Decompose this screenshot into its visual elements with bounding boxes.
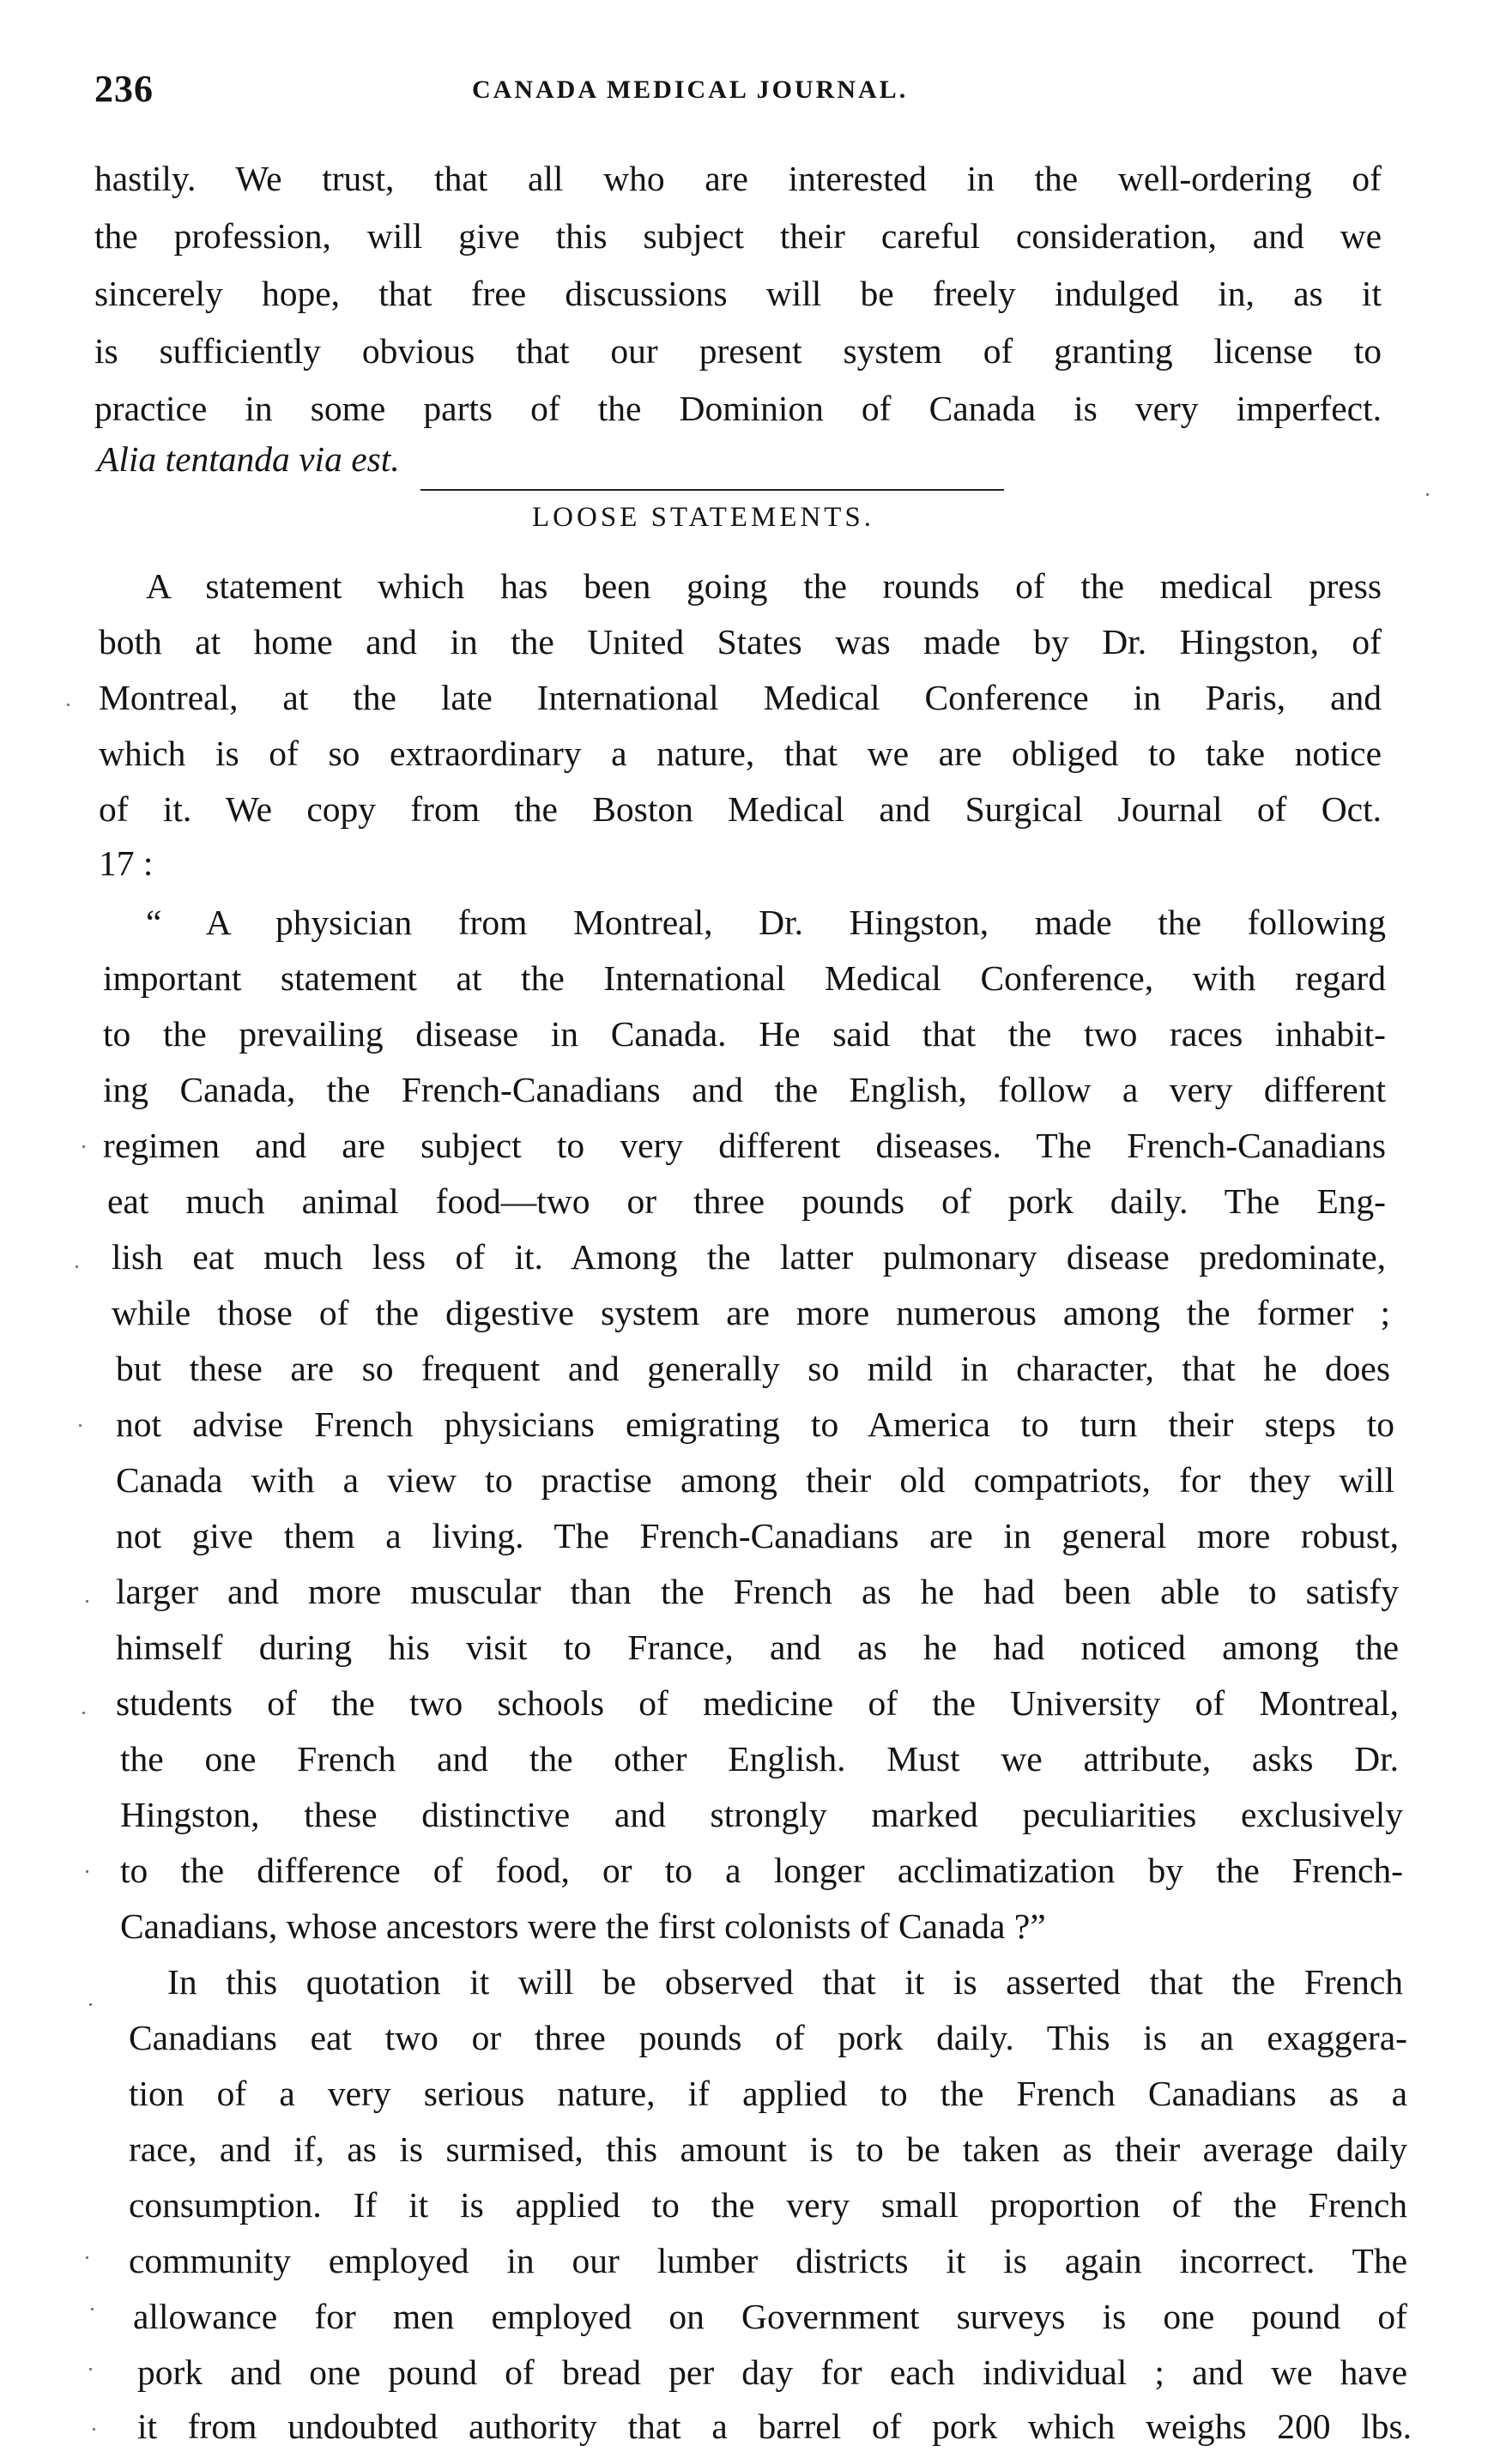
text-line: Canadians, whose ancestors were the first colonists of Canada ?” [120,1906,1046,1946]
text-line: it from undoubted authority that a barrel of pork which weighs 200 lbs. [137,2407,1412,2446]
latin-phrase: Alia tentanda via est. [97,439,400,479]
text-line: race, and if, as is surmised, this amount is to be taken as their average daily [129,2129,1407,2169]
page-number: 236 [94,68,154,110]
page-header [94,67,1382,118]
text-line: of it. We copy from the Boston Medical and Surgical Journal of Oct. [99,789,1382,829]
text-line: Montreal, at the late International Medical Conference in Paris, and [99,678,1382,717]
text-line: Hingston, these distinctive and strongly marked peculiarities exclusively [120,1795,1403,1834]
text-line: eat much animal food—two or three pounds of pork daily. The Eng- [107,1181,1386,1221]
text-line: community employed in our lumber districts it is again incorrect. The [129,2241,1407,2280]
text-line: regimen and are subject to very different diseases. The French-Canadians [103,1126,1386,1165]
text-line: lish eat much less of it. Among the latter pulmonary disease predominate, [112,1237,1386,1277]
text-line: A statement which has been going the rounds of the medical press [146,566,1382,606]
running-head: CANADA MEDICAL JOURNAL. [472,75,909,104]
text-line: “ A physician from Montreal, Dr. Hingston, made the following [146,903,1386,942]
text-line: while those of the digestive system are more numerous among the former ; [112,1293,1390,1332]
text-line: pork and one pound of bread per day for each individual ; and we have [137,2352,1407,2392]
text-line: himself during his visit to France, and as he had noticed among the [116,1628,1399,1667]
text-line: Canadians eat two or three pounds of pork daily. This is an exaggera- [129,2018,1407,2057]
text-line: not advise French physicians emigrating to America to turn their steps to [116,1404,1394,1444]
text-line: which is of so extraordinary a nature, that we are obliged to take notice [99,734,1382,773]
text-line: consumption. If it is applied to the very small proportion of the French [129,2185,1407,2225]
text-line: Canada with a view to practise among their old compatriots, for they will [116,1460,1394,1500]
text-line: larger and more muscular than the French as he had been able to satisfy [116,1572,1399,1611]
text-line: ing Canada, the French-Canadians and the English, follow a very different [103,1070,1386,1109]
text-line: allowance for men employed on Government surveys is one pound of [133,2297,1407,2336]
text-line: to the difference of food, or to a longer acclimatization by the French- [120,1851,1403,1890]
text-line: practice in some parts of the Dominion of Canada is very imperfect. [94,389,1382,428]
text-line: to the prevailing disease in Canada. He said that the two races inhabit- [103,1014,1386,1054]
text-line: not give them a living. The French-Canadians are in general more robust, [116,1516,1399,1555]
text-line: but these are so frequent and generally so mild in character, that he does [116,1349,1390,1388]
text-line: tion of a very serious nature, if applied to the French Canadians as a [129,2074,1407,2113]
text-line: important statement at the International Medical Conference, with regard [103,958,1386,998]
text-line: the one French and the other English. Must we attribute, asks Dr. [120,1739,1399,1779]
section-divider [420,489,1004,491]
text-line: sincerely hope, that free discussions will be freely indulged in, as it [94,274,1382,313]
text-line: the profession, will give this subject their careful consideration, and we [94,216,1382,256]
text-line: hastily. We trust, that all who are interested in the well-ordering of [94,159,1382,198]
text-line: both at home and in the United States was made by Dr. Hingston, of [99,622,1382,661]
text-line: 17 : [99,843,154,883]
text-line: students of the two schools of medicine of the University of Montreal, [116,1683,1399,1723]
section-heading: LOOSE STATEMENTS. [532,502,875,533]
text-line: is sufficiently obvious that our present system of granting license to [94,331,1382,371]
text-line: In this quotation it will be observed that it is asserted that the French [167,1962,1403,2002]
